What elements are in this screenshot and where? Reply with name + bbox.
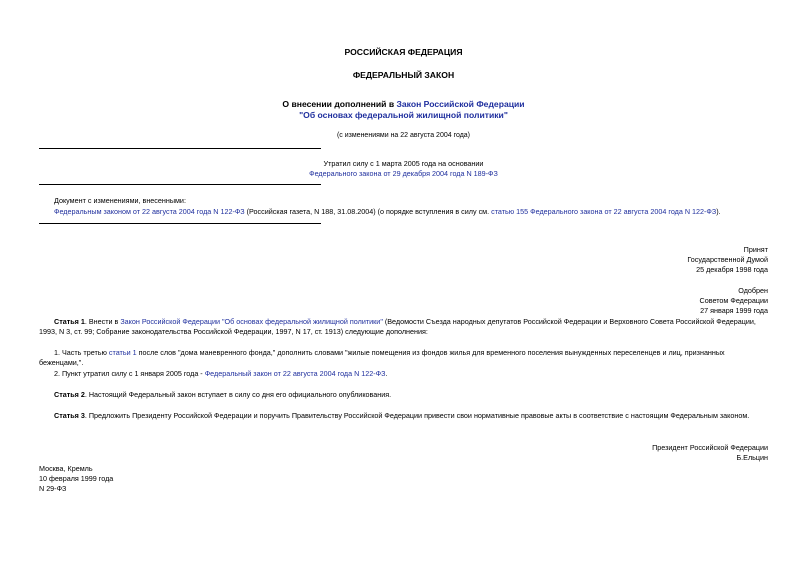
point-2-text-end: . <box>385 369 388 378</box>
footer-place: Москва, Кремль <box>39 464 93 473</box>
title-link-policy[interactable]: "Об основах федеральной жилищной политики" <box>299 110 508 120</box>
approved-label: Одобрен <box>738 286 768 295</box>
divider <box>39 148 321 149</box>
accepted-label: Принят <box>743 245 768 254</box>
changes-list <box>54 207 784 217</box>
expiry-law-link[interactable]: Федерального закона от 29 декабря 2004 года N 189-ФЗ <box>309 169 498 178</box>
amend-note: (с изменениями на 22 августа 2004 года) <box>336 132 471 139</box>
article-3-text: . Предложить Президенту Российской Федерации и поручить Правительству Российской Федерации привести свои нормативные правовые акты в соответствие с настоящим Федеральным законом. <box>84 411 750 420</box>
article-2-text: . Настоящий Федеральный закон вступает в силу со дня его официального опубликования. <box>84 390 392 399</box>
article-1-label: Статья 1 <box>54 317 85 326</box>
country-heading: РОССИЙСКАЯ ФЕДЕРАЦИЯ <box>344 47 463 57</box>
title-link-law[interactable]: Закон Российской Федерации <box>396 99 525 109</box>
doc-type-heading: ФЕДЕРАЛЬНЫЙ ЗАКОН <box>352 70 455 80</box>
article-1 <box>39 317 769 337</box>
point-1-text: 1. Часть третью <box>54 348 109 357</box>
duma-label: Государственной Думой <box>687 255 768 264</box>
signature-name: Б.Ельцин <box>736 453 768 462</box>
article-3-label: Статья 3 <box>54 411 85 420</box>
article-2 <box>39 390 769 400</box>
point-1-text-rest: после слов "дома маневренного фонда," дополнить словами "жилые помещения из фондов жилья для временного поселения вынужденных переселенцев и лиц, признанных беженцами,". <box>39 348 725 367</box>
article-1-law-link[interactable]: Закон Российской Федерации "Об основах федеральной жилищной политики" <box>120 317 383 326</box>
law-title <box>0 99 807 109</box>
changes-law-link[interactable]: Федеральным законом от 22 августа 2004 года N 122-ФЗ <box>54 207 245 216</box>
point-2 <box>39 369 769 379</box>
signature-position: Президент Российской Федерации <box>652 443 768 452</box>
changes-article-link[interactable]: статью 155 Федерального закона от 22 августа 2004 года N 122-ФЗ <box>491 207 717 216</box>
footer-date: 10 февраля 1999 года <box>39 474 114 483</box>
title-prefix: О внесении дополнений в <box>282 99 397 109</box>
expiry-note: Утратил силу с 1 марта 2005 года на основании <box>323 159 484 168</box>
divider <box>39 223 321 224</box>
changes-text-end: ). <box>716 207 721 216</box>
council-date: 27 января 1999 года <box>700 306 768 315</box>
article-1-text-rest: (Ведомости Съезда народных депутатов Российской Федерации и Верховного Совета Российской Федерации, 1993, N 3, ст. 99; Собрание законодательства Российской Федерации, 1997, N 17, ст. 1913) следующие дополнения: <box>39 317 756 336</box>
article-3 <box>39 411 769 421</box>
point-1-article-link[interactable]: статьи 1 <box>108 348 137 357</box>
article-2-label: Статья 2 <box>54 390 85 399</box>
changes-label: Документ с изменениями, внесенными: <box>54 196 186 205</box>
duma-date: 25 декабря 1998 года <box>696 265 768 274</box>
point-2-text: 2. Пункт утратил силу с 1 января 2005 года - <box>54 369 205 378</box>
changes-text: (Российская газета, N 188, 31.08.2004) (о порядке вступления в силу см. <box>244 207 492 216</box>
council-label: Советом Федерации <box>699 296 768 305</box>
point-2-law-link[interactable]: Федеральный закон от 22 августа 2004 года N 122-ФЗ <box>204 369 386 378</box>
article-1-text: . Внести в <box>84 317 121 326</box>
point-1 <box>39 348 769 368</box>
divider <box>39 184 321 185</box>
footer-number: N 29-ФЗ <box>39 484 67 493</box>
